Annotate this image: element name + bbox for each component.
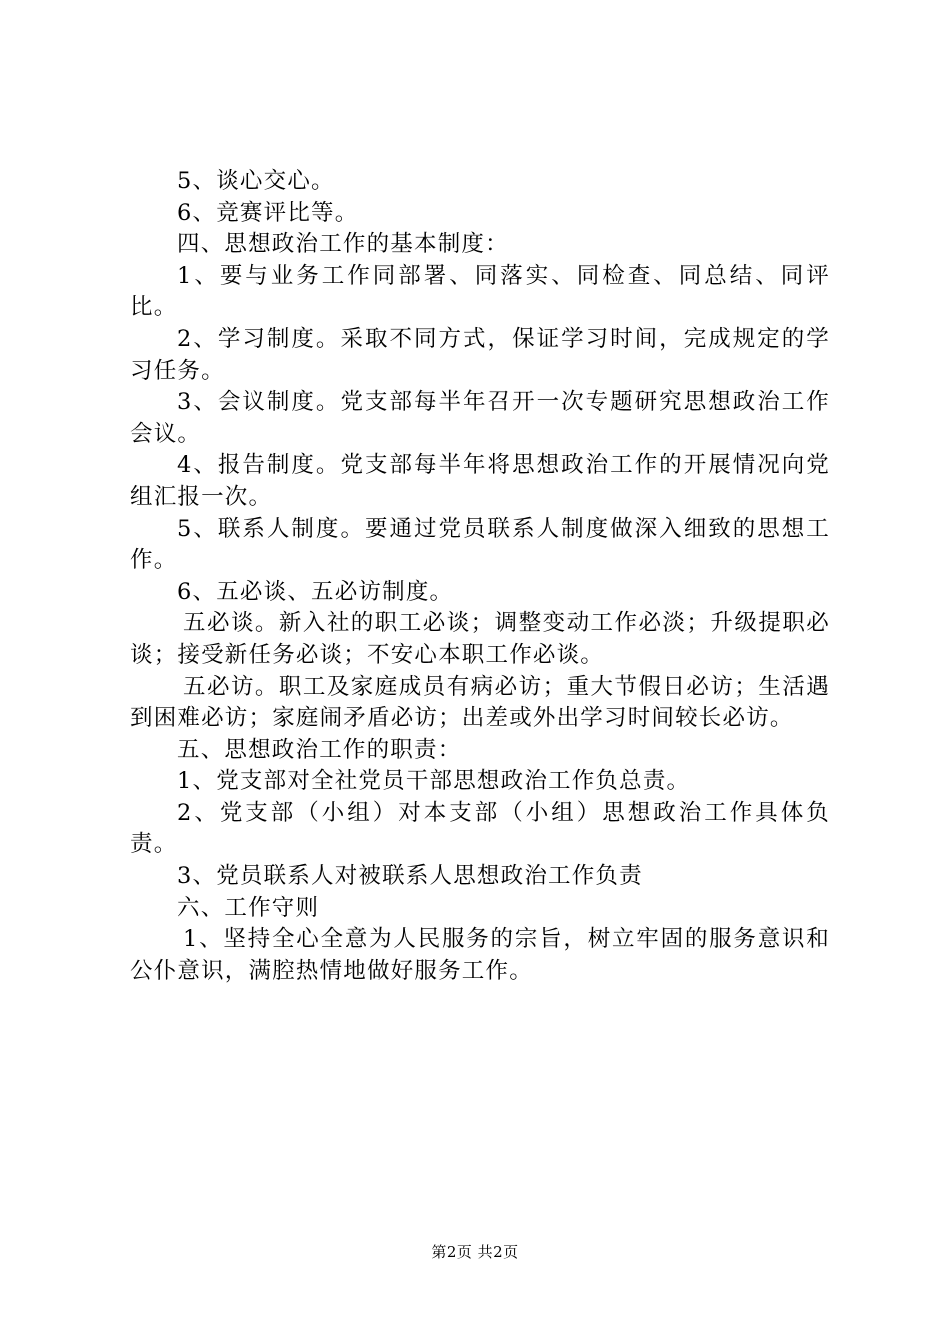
section-heading-6: 六、工作守则 [177,894,320,921]
section-heading-4: 四、思想政治工作的基本制度： [177,231,509,258]
paragraph-4: 2、学习制度。采取不同方式，保证学习时间，完成规定的学习任务。 [130,325,830,384]
page-footer: 第2页 共2页 [431,1243,519,1261]
paragraph-14: 1、坚持全心全意为人民服务的宗旨，树立牢固的服务意识和公仆意识，满腔热情地做好服务工作。 [130,926,830,984]
document-body [130,166,830,987]
paragraph-11: 1、党支部对全社党员干部思想政治工作负总责。 [177,768,691,795]
paragraph-12: 2、党支部（小组）对本支部（小组）思想政治工作具体负责。 [130,799,830,858]
paragraph-10: 五必访。职工及家庭成员有病必访；重大节假日必访；生活遇到困难必访；家庭闹矛盾必访；出差或外出学习时间较长必访。 [130,673,830,732]
paragraph-1: 5、谈心交心。 [177,168,335,194]
paragraph-2: 6、竞赛评比等。 [177,199,359,226]
paragraph-3: 1、要与业务工作同部署、同落实、同检查、同总结、同评比。 [130,262,830,321]
paragraph-6: 4、报告制度。党支部每半年将思想政治工作的开展情况向党组汇报一次。 [130,452,830,510]
paragraph-13: 3、党员联系人对被联系人思想政治工作负责 [177,863,643,890]
paragraph-7: 5、联系人制度。要通过党员联系人制度做深入细致的思想工作。 [130,515,830,574]
section-heading-5: 五、思想政治工作的职责： [177,736,462,763]
paragraph-9: 五必谈。新入社的职工必谈；调整变动工作必淡；升级提职必谈；接受新任务必谈；不安心本职工作必谈。 [130,610,830,668]
paragraph-8: 6、五必谈、五必访制度。 [177,578,454,605]
paragraph-5: 3、会议制度。党支部每半年召开一次专题研究思想政治工作会议。 [130,389,830,447]
